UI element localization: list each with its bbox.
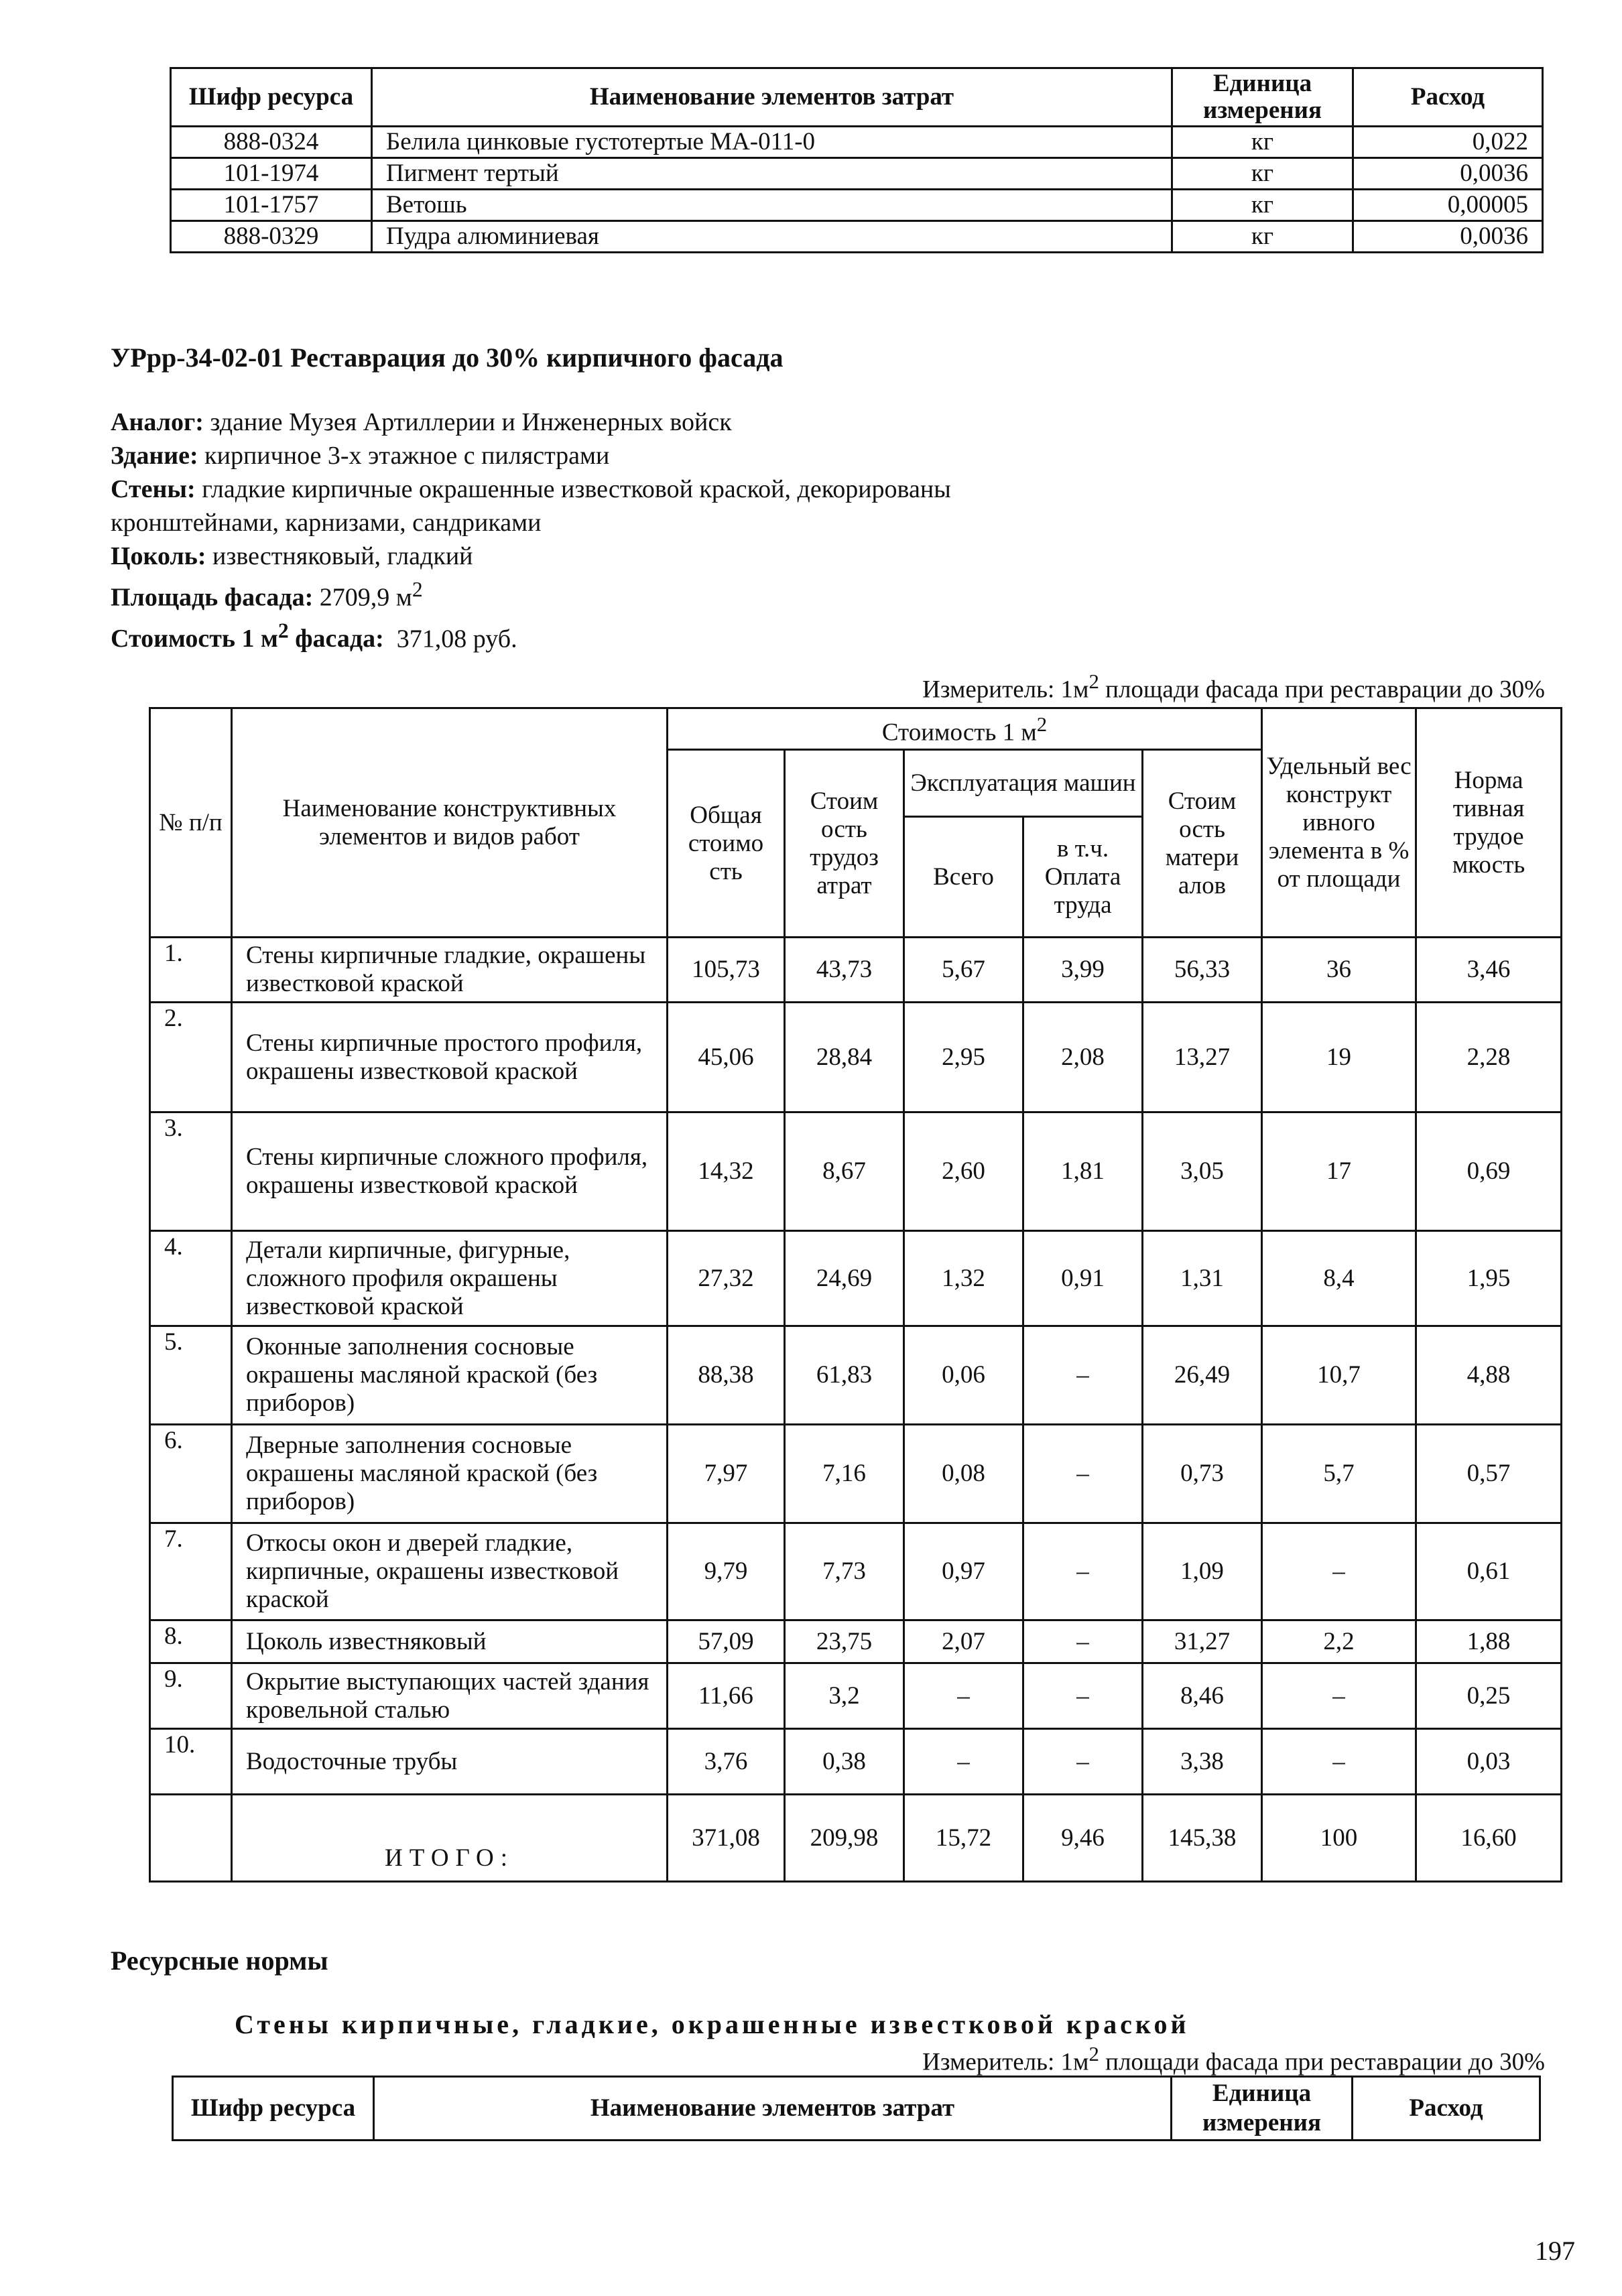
area-value: 2709,9 м [319,583,412,612]
header-amount: Расход [1353,68,1543,127]
share-cell: 19 [1262,1003,1416,1112]
totals-norm: 16,60 [1416,1795,1562,1882]
cost-structure-table [149,707,1562,1883]
measure-unit-suffix-2: площади фасада при реставрации до 30% [1099,2048,1545,2076]
totals-label: ИТОГО: [232,1795,668,1882]
cost-label-text: Стоимость 1 м [111,625,278,653]
walls-value: гладкие кирпичные окрашенные известковой краской, декорированы [202,475,951,503]
table-row [150,1003,1562,1112]
total-cost-cell: 3,76 [668,1729,785,1795]
header-share: Удельный вес конструкт ивного элемента в % от площади [1262,708,1416,938]
total-cost-cell: 14,32 [668,1112,785,1231]
materials-cost-cell: 13,27 [1143,1003,1262,1112]
analog-line [111,405,1518,439]
machines-all-cell: 5,67 [904,938,1023,1003]
machines-wage-cell: 3,99 [1023,938,1143,1003]
cost-label-superscript: 2 [277,619,289,643]
norm-labor-cell: 0,57 [1416,1425,1562,1523]
materials-cost-cell: 3,05 [1143,1112,1262,1231]
row-number-cell: 3. [150,1112,232,1231]
unit-cell: кг [1172,190,1353,221]
cost-label [111,619,384,653]
row-number-cell: 9. [150,1663,232,1729]
element-name-cell: Оконные заполнения сосновые окрашены масляной краской (без приборов) [232,1326,668,1425]
cost-element-cell: Ветошь [372,190,1172,221]
cost-element-cell: Белила цинковые густотертые МА-011-0 [372,127,1172,158]
element-name-cell: Стены кирпичные сложного профиля, окрашены известковой краской [232,1112,668,1231]
machines-all-cell: – [904,1729,1023,1795]
resource-table-bottom [172,2076,1541,2141]
plinth-value: известняковый, гладкий [212,542,473,570]
total-cost-cell: 27,32 [668,1231,785,1326]
table-row [150,1231,1562,1326]
row-number-cell: 2. [150,1003,232,1112]
row-number-cell: 10. [150,1729,232,1795]
share-cell: 8,4 [1262,1231,1416,1326]
header-total-cost: Общая стоимо сть [668,750,785,938]
machines-all-cell: 2,95 [904,1003,1023,1112]
materials-cost-cell: 1,09 [1143,1523,1262,1620]
norm-labor-cell: 2,28 [1416,1003,1562,1112]
measure-unit-line [922,670,1545,704]
labor-cost-cell: 7,16 [785,1425,904,1523]
labor-cost-cell: 28,84 [785,1003,904,1112]
machines-wage-cell: – [1023,1620,1143,1663]
totals-materials: 145,38 [1143,1795,1262,1882]
building-line [111,439,1518,472]
total-cost-cell: 57,09 [668,1620,785,1663]
materials-cost-cell: 8,46 [1143,1663,1262,1729]
row-number-cell: 1. [150,938,232,1003]
row-number-cell: 6. [150,1425,232,1523]
machines-wage-cell: 0,91 [1023,1231,1143,1326]
total-cost-cell: 105,73 [668,938,785,1003]
share-cell: 17 [1262,1112,1416,1231]
table-row [150,1425,1562,1523]
resource-table-bottom-header-row [173,2077,1540,2141]
measure-unit-prefix: Измеритель: 1м [922,676,1089,704]
cost-element-cell: Пигмент тертый [372,158,1172,190]
table-row [171,221,1543,253]
totals-number-cell [150,1795,232,1882]
norm-labor-cell: 0,03 [1416,1729,1562,1795]
header-machines-wage: в т.ч. Оплата труда [1023,817,1143,938]
plinth-line [111,539,1518,573]
share-cell: – [1262,1663,1416,1729]
machines-wage-cell: – [1023,1425,1143,1523]
labor-cost-cell: 43,73 [785,938,904,1003]
header-cost-group-text: Стоимость 1 м [881,718,1037,747]
table-row [171,158,1543,190]
header-elements: Наименование конструктивных элементов и видов работ [232,708,668,938]
norm-labor-cell: 4,88 [1416,1326,1562,1425]
total-cost-cell: 88,38 [668,1326,785,1425]
bottom-header-resource-code: Шифр ресурса [173,2077,374,2141]
cost-label-suffix: фасада: [288,625,384,653]
norm-labor-cell: 0,61 [1416,1523,1562,1620]
totals-row [150,1795,1562,1882]
row-number-cell: 4. [150,1231,232,1326]
labor-cost-cell: 23,75 [785,1620,904,1663]
machines-all-cell: 0,08 [904,1425,1023,1523]
norm-labor-cell: 0,25 [1416,1663,1562,1729]
resource-code-cell: 101-1757 [171,190,372,221]
amount-cell: 0,00005 [1353,190,1543,221]
header-resource-code: Шифр ресурса [171,68,372,127]
total-cost-cell: 7,97 [668,1425,785,1523]
header-unit: Единица измерения [1172,68,1353,127]
element-name-cell: Цоколь известняковый [232,1620,668,1663]
row-number-cell: 5. [150,1326,232,1425]
share-cell: – [1262,1523,1416,1620]
labor-cost-cell: 7,73 [785,1523,904,1620]
section-title: УРрр-34-02-01 Реставрация до 30% кирпичного фасада [111,342,784,373]
unit-cell: кг [1172,158,1353,190]
materials-cost-cell: 26,49 [1143,1326,1262,1425]
unit-cell: кг [1172,221,1353,253]
totals-labor: 209,98 [785,1795,904,1882]
machines-wage-cell: – [1023,1523,1143,1620]
plinth-label: Цоколь: [111,542,206,570]
labor-cost-cell: 3,2 [785,1663,904,1729]
header-labor-cost: Стоим ость трудоз атрат [785,750,904,938]
table-row [150,1729,1562,1795]
resource-code-cell: 888-0324 [171,127,372,158]
walls-line-continued [111,506,1518,539]
machines-wage-cell: – [1023,1729,1143,1795]
element-name-cell: Окрытие выступающих частей здания кровельной сталью [232,1663,668,1729]
amount-cell: 0,022 [1353,127,1543,158]
amount-cell: 0,0036 [1353,158,1543,190]
analog-value: здание Музея Артиллерии и Инженерных войск [210,408,732,436]
labor-cost-cell: 0,38 [785,1729,904,1795]
norm-labor-cell: 0,69 [1416,1112,1562,1231]
measure-unit-suffix: площади фасада при реставрации до 30% [1099,676,1545,704]
materials-cost-cell: 31,27 [1143,1620,1262,1663]
table-row [150,1326,1562,1425]
bottom-header-unit: Единица измерения [1172,2077,1353,2141]
labor-cost-cell: 8,67 [785,1112,904,1231]
share-cell: – [1262,1729,1416,1795]
header-cost-group-superscript: 2 [1036,713,1048,737]
machines-wage-cell: 1,81 [1023,1112,1143,1231]
bottom-header-amount: Расход [1353,2077,1540,2141]
table-row [150,1663,1562,1729]
machines-wage-cell: – [1023,1326,1143,1425]
header-cost-group [668,708,1262,750]
header-cost-elements: Наименование элементов затрат [372,68,1172,127]
total-cost-cell: 45,06 [668,1003,785,1112]
measure-unit-superscript: 2 [1088,670,1099,693]
labor-cost-cell: 61,83 [785,1326,904,1425]
machines-all-cell: 2,60 [904,1112,1023,1231]
header-number: № п/п [150,708,232,938]
cost-element-cell: Пудра алюминиевая [372,221,1172,253]
subsection-title: Стены кирпичные, гладкие, окрашенные известковой краской [235,2009,1190,2039]
row-number-cell: 7. [150,1523,232,1620]
bottom-header-cost-elements: Наименование элементов затрат [374,2077,1172,2141]
cost-value: 371,08 руб. [396,625,517,653]
measure-unit-superscript-2: 2 [1088,2043,1099,2065]
table-row [171,190,1543,221]
analog-label: Аналог: [111,408,204,436]
norm-labor-cell: 1,95 [1416,1231,1562,1326]
machines-all-cell: – [904,1663,1023,1729]
measure-unit-line-2 [922,2043,1545,2076]
machines-all-cell: 0,97 [904,1523,1023,1620]
row-number-cell: 8. [150,1620,232,1663]
element-name-cell: Откосы окон и дверей гладкие, кирпичные, окрашены известковой краской [232,1523,668,1620]
materials-cost-cell: 1,31 [1143,1231,1262,1326]
table-row [150,1620,1562,1663]
table-row [171,127,1543,158]
share-cell: 10,7 [1262,1326,1416,1425]
materials-cost-cell: 3,38 [1143,1729,1262,1795]
amount-cell: 0,0036 [1353,221,1543,253]
resource-code-cell: 888-0329 [171,221,372,253]
element-name-cell: Стены кирпичные гладкие, окрашены известковой краской [232,938,668,1003]
totals-total: 371,08 [668,1795,785,1882]
resource-norms-title: Ресурсные нормы [111,1946,328,1976]
building-label: Здание: [111,442,198,470]
machines-wage-cell: – [1023,1663,1143,1729]
machines-wage-cell: 2,08 [1023,1003,1143,1112]
header-row-1 [150,708,1562,750]
area-unit-superscript: 2 [412,578,423,601]
totals-share: 100 [1262,1795,1416,1882]
machines-all-cell: 1,32 [904,1231,1023,1326]
share-cell: 2,2 [1262,1620,1416,1663]
machines-all-cell: 2,07 [904,1620,1023,1663]
walls-line [111,472,1518,506]
header-materials-cost: Стоим ость матери алов [1143,750,1262,938]
header-norm: Норма тивная трудое мкость [1416,708,1562,938]
header-machines: Эксплуатация машин [904,750,1143,817]
measure-unit-prefix-2: Измеритель: 1м [922,2048,1089,2076]
page-number: 197 [1535,2236,1575,2266]
table-row [150,1523,1562,1620]
machines-all-cell: 0,06 [904,1326,1023,1425]
totals-machines-wage: 9,46 [1023,1795,1143,1882]
norm-labor-cell: 1,88 [1416,1620,1562,1663]
total-cost-cell: 11,66 [668,1663,785,1729]
area-line [111,573,1518,615]
element-name-cell: Дверные заполнения сосновые окрашены масляной краской (без приборов) [232,1425,668,1523]
walls-label: Стены: [111,475,196,503]
resource-code-cell: 101-1974 [171,158,372,190]
table-row [150,1112,1562,1231]
materials-cost-cell: 56,33 [1143,938,1262,1003]
norm-labor-cell: 3,46 [1416,938,1562,1003]
resource-table-header-row [171,68,1543,127]
element-name-cell: Водосточные трубы [232,1729,668,1795]
building-info [111,405,1518,655]
element-name-cell: Детали кирпичные, фигурные, сложного профиля окрашены известковой краской [232,1231,668,1326]
element-name-cell: Стены кирпичные простого профиля, окрашены известковой краской [232,1003,668,1112]
table-row [150,938,1562,1003]
total-cost-cell: 9,79 [668,1523,785,1620]
materials-cost-cell: 0,73 [1143,1425,1262,1523]
share-cell: 5,7 [1262,1425,1416,1523]
unit-cell: кг [1172,127,1353,158]
walls-value-continued: кронштейнами, карнизами, сандриками [111,509,542,537]
header-machines-all: Всего [904,817,1023,938]
building-value: кирпичное 3-х этажное с пилястрами [204,442,610,470]
resource-table-top [170,67,1544,253]
area-label: Площадь фасада: [111,583,314,612]
cost-line [111,615,1518,656]
share-cell: 36 [1262,938,1416,1003]
totals-machines-all: 15,72 [904,1795,1023,1882]
labor-cost-cell: 24,69 [785,1231,904,1326]
